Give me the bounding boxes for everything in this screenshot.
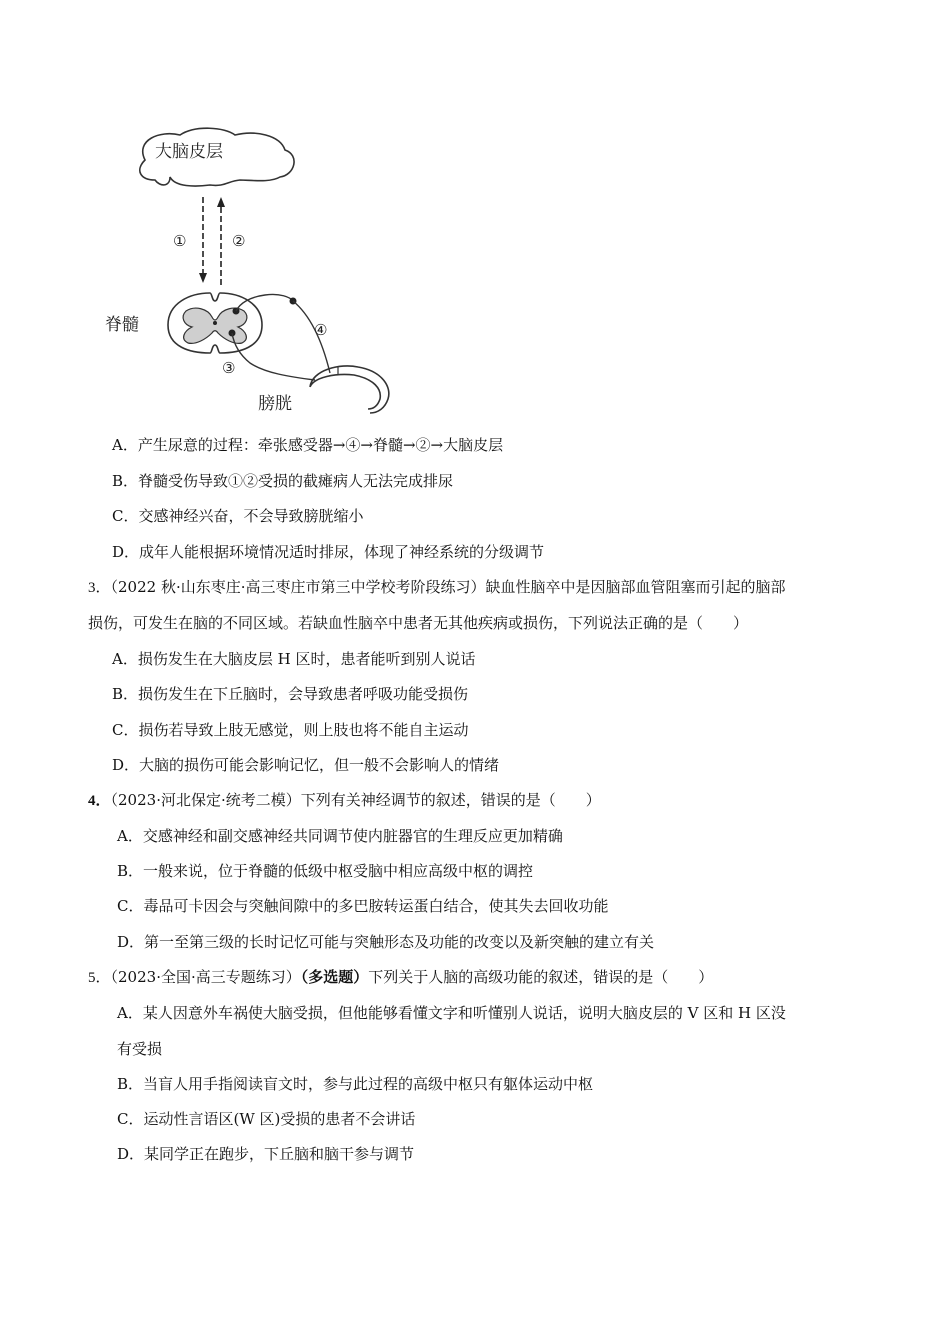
q2-option-d: D．成年人能根据环境情况适时排尿，体现了神经系统的分级调节	[112, 543, 545, 561]
path-2-label: ②	[232, 232, 246, 250]
q2-option-a: A．产生尿意的过程：牵张感受器→④→脊髓→②→大脑皮层	[112, 436, 504, 454]
q4-option-c: C．毒品可卡因会与突触间隙中的多巴胺转运蛋白结合，使其失去回收功能	[117, 897, 609, 915]
descending-arrowhead	[199, 273, 207, 283]
q5-option-d: D．某同学正在跑步，下丘脑和脑干参与调节	[117, 1145, 415, 1163]
reflex-diagram-svg	[100, 125, 400, 420]
q3-stem-line2: 损伤，可发生在脑的不同区域。若缺血性脑卒中患者无其他疾病或损伤，下列说法正确的是（ ）	[88, 614, 749, 632]
q5-option-a-line1: A．某人因意外车祸使大脑受损，但他能够看懂文字和听懂别人说话，说明大脑皮层的 V 区和 H 区没	[117, 1004, 786, 1022]
bladder-label: 膀胱	[258, 394, 292, 414]
q3-text-line1: （2022 秋·山东枣庄·高三枣庄市第三中学校考阶段练习）缺血性脑卒中是因脑部血管阻塞而引起的脑部	[110, 578, 786, 596]
q3-stem-line1	[88, 577, 786, 598]
path-1-label: ①	[173, 232, 187, 250]
q3-option-d: D．大脑的损伤可能会影响记忆，但一般不会影响人的情绪	[112, 756, 500, 774]
ascending-arrowhead	[217, 197, 225, 207]
q5-option-b: B．当盲人用手指阅读盲文时，参与此过程的高级中枢只有躯体运动中枢	[117, 1075, 594, 1093]
q3-option-b: B．损伤发生在下丘脑时，会导致患者呼吸功能受损伤	[112, 685, 469, 703]
cerebral-cortex-label: 大脑皮层	[155, 142, 223, 162]
q4-option-d: D．第一至第三级的长时记忆可能与突触形态及功能的改变以及新突触的建立有关	[117, 933, 655, 951]
central-canal	[213, 321, 217, 325]
q5-stem-text: 下列关于人脑的高级功能的叙述，错误的是（ ）	[368, 968, 714, 986]
q3-number: 3．	[88, 580, 111, 596]
q4-number: 4．	[88, 793, 111, 809]
q3-option-a: A．损伤发生在大脑皮层 H 区时，患者能听到别人说话	[112, 650, 476, 668]
q5-number: 5．	[88, 970, 111, 986]
path-3-label: ③	[222, 359, 236, 377]
q4-stem	[88, 790, 601, 811]
reflex-diagram	[100, 125, 400, 420]
q4-option-a: A．交感神经和副交感神经共同调节使内脏器官的生理反应更加精确	[117, 827, 563, 845]
q3-option-c: C．损伤若导致上肢无感觉，则上肢也将不能自主运动	[112, 721, 469, 739]
bladder-shape	[310, 366, 389, 413]
q4-option-b: B．一般来说，位于脊髓的低级中枢受脑中相应高级中枢的调控	[117, 862, 534, 880]
q5-source: （2023·全国·高三专题练习）	[110, 968, 301, 986]
q2-option-c: C．交感神经兴奋，不会导致膀胱缩小	[112, 507, 364, 525]
spinal-cord-label: 脊髓	[105, 315, 139, 335]
q5-stem	[88, 967, 713, 988]
q5-option-c: C．运动性言语区(W 区)受损的患者不会讲话	[117, 1110, 416, 1128]
q4-stem-text: （2023·河北保定·统考二模）下列有关神经调节的叙述，错误的是（ ）	[110, 791, 601, 809]
path-4-label: ④	[314, 321, 328, 339]
q5-option-a-line2: 有受损	[117, 1040, 163, 1058]
q2-option-b: B．脊髓受伤导致①②受损的截瘫病人无法完成排尿	[112, 472, 454, 490]
q5-tag: （多选题）	[300, 968, 369, 986]
